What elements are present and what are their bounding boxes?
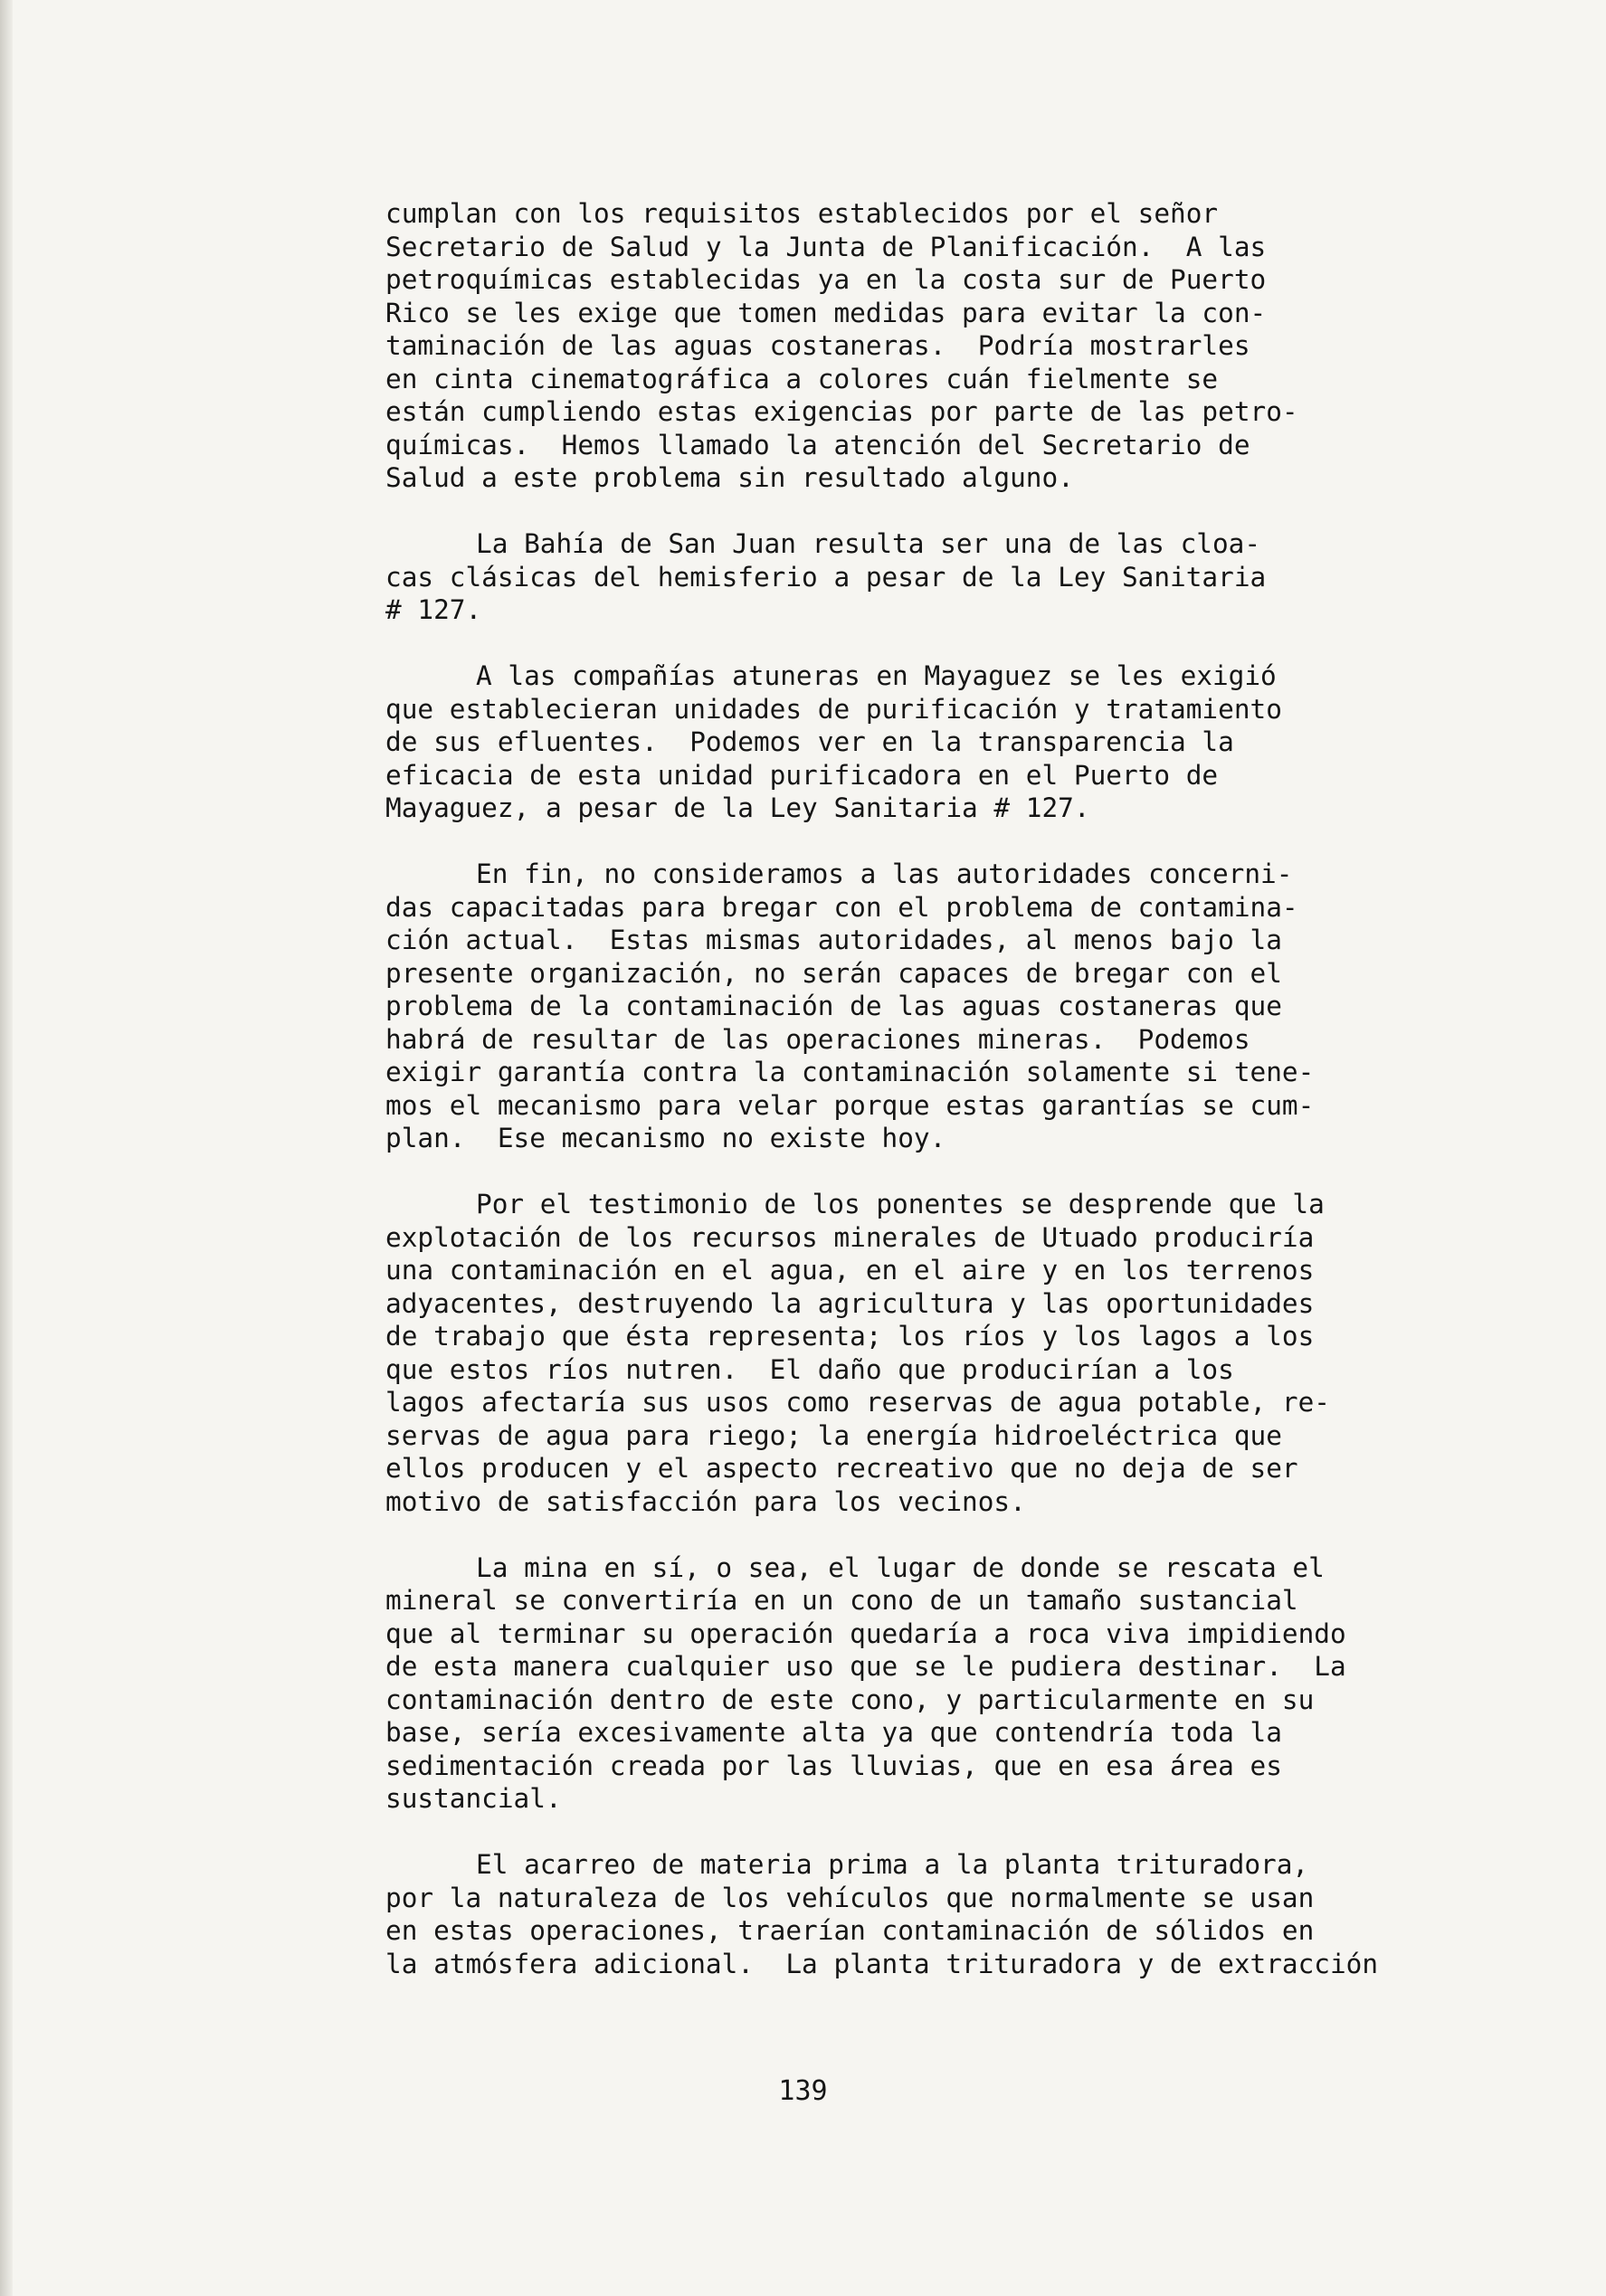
text-line: presente organización, no serán capaces de bregar con el (385, 957, 1282, 989)
text-line: mineral se convertiría en un cono de un tamaño sustancial (385, 1585, 1298, 1616)
text-line: das capacitadas para bregar con el problema de contamina- (385, 891, 1298, 923)
text-line: ción actual. Estas mismas autoridades, al menos bajo la (385, 925, 1282, 955)
text-line: plan. Ese mecanismo no existe hoy. (385, 1123, 946, 1153)
text-line (385, 1551, 1426, 1585)
text-line: habrá de resultar de las operaciones mineras. Podemos (385, 1023, 1250, 1055)
paragraph-2 (385, 527, 1426, 627)
text-line-content: La mina en sí, o sea, el lugar de donde se rescata el (476, 1551, 1325, 1583)
text-line (385, 858, 1426, 891)
paragraph-5 (385, 1188, 1426, 1518)
text-line: taminación de las aguas costaneras. Podría mostrarles (385, 330, 1250, 361)
text-line: adyacentes, destruyendo la agricultura y las oportunidades (385, 1287, 1315, 1319)
text-line: cas clásicas del hemisferio a pesar de la Ley Sanitaria (385, 561, 1267, 593)
text-line (385, 527, 1426, 561)
paragraph-6 (385, 1551, 1426, 1816)
text-line: Salud a este problema sin resultado alguno. (385, 462, 1074, 493)
text-line: una contaminación en el agua, en el aire y en los terrenos (385, 1255, 1315, 1286)
text-line: en cinta cinematográfica a colores cuán fielmente se (385, 363, 1219, 394)
text-line-content: El acarreo de materia prima a la planta trituradora, (476, 1849, 1309, 1880)
text-line: explotación de los recursos minerales de Utuado produciría (385, 1221, 1315, 1253)
text-line: químicas. Hemos llamado la atención del Secretario de (385, 429, 1250, 460)
text-line: que estos ríos nutren. El daño que producirían a los (385, 1353, 1234, 1385)
text-line-content: La Bahía de San Juan resulta ser una de las cloa- (476, 528, 1261, 559)
text-line: problema de la contaminación de las aguas costaneras que (385, 991, 1282, 1021)
paragraph-4 (385, 858, 1426, 1155)
paragraph-3 (385, 659, 1426, 825)
text-line: Secretario de Salud y la Junta de Planificación. A las (385, 231, 1267, 262)
text-line: de esta manera cualquier uso que se le pudiera destinar. La (385, 1651, 1346, 1682)
paragraph-1 (385, 197, 1426, 495)
text-line: de trabajo que ésta representa; los ríos y los lagos a los (385, 1321, 1315, 1352)
text-line-content: A las compañías atuneras en Mayaguez se les exigió (476, 660, 1277, 691)
text-line: base, sería excesivamente alta ya que contendría toda la (385, 1717, 1282, 1748)
text-line: servas de agua para riego; la energía hidroeléctrica que (385, 1419, 1282, 1451)
text-line (385, 659, 1426, 693)
text-line: eficacia de esta unidad purificadora en el Puerto de (385, 759, 1219, 791)
text-line: cumplan con los requisitos establecidos por el señor (385, 198, 1219, 229)
text-line: motivo de satisfacción para los vecinos. (385, 1485, 1026, 1517)
text-line: # 127. (385, 594, 482, 625)
text-line: Mayaguez, a pesar de la Ley Sanitaria # 127. (385, 792, 1090, 823)
text-line: que establecieran unidades de purificación y tratamiento (385, 693, 1282, 725)
text-line: contaminación dentro de este cono, y particularmente en su (385, 1684, 1315, 1715)
text-line (385, 1188, 1426, 1221)
page-binding-edge (0, 0, 13, 2296)
text-line: en estas operaciones, traerían contaminación de sólidos en (385, 1915, 1315, 1946)
text-line: de sus efluentes. Podemos ver en la transparencia la (385, 726, 1234, 757)
text-line: están cumpliendo estas exigencias por parte de las petro- (385, 396, 1298, 427)
text-line (385, 1848, 1426, 1882)
text-line: sustancial. (385, 1783, 562, 1814)
text-line: que al terminar su operación quedaría a roca viva impidiendo (385, 1618, 1346, 1649)
text-line: la atmósfera adicional. La planta trituradora y de extracción (385, 1948, 1379, 1979)
body-text (385, 197, 1426, 1980)
text-line: Rico se les exige que tomen medidas para evitar la con- (385, 297, 1267, 328)
text-line: petroquímicas establecidas ya en la costa sur de Puerto (385, 264, 1267, 295)
text-line: por la naturaleza de los vehículos que normalmente se usan (385, 1882, 1315, 1913)
page-number: 139 (778, 2075, 828, 2107)
text-line-content: En fin, no consideramos a las autoridades concerni- (476, 859, 1293, 889)
text-line: lagos afectaría sus usos como reservas de agua potable, re- (385, 1387, 1330, 1418)
text-line: sedimentación creada por las lluvias, que en esa área es (385, 1750, 1282, 1781)
paragraph-7 (385, 1848, 1426, 1980)
text-line: exigir garantía contra la contaminación solamente si tene- (385, 1057, 1315, 1087)
text-line-content: Por el testimonio de los ponentes se desprende que la (476, 1189, 1325, 1219)
text-line: ellos producen y el aspecto recreativo que no deja de ser (385, 1453, 1298, 1484)
text-line: mos el mecanismo para velar porque estas garantías se cum- (385, 1089, 1315, 1121)
